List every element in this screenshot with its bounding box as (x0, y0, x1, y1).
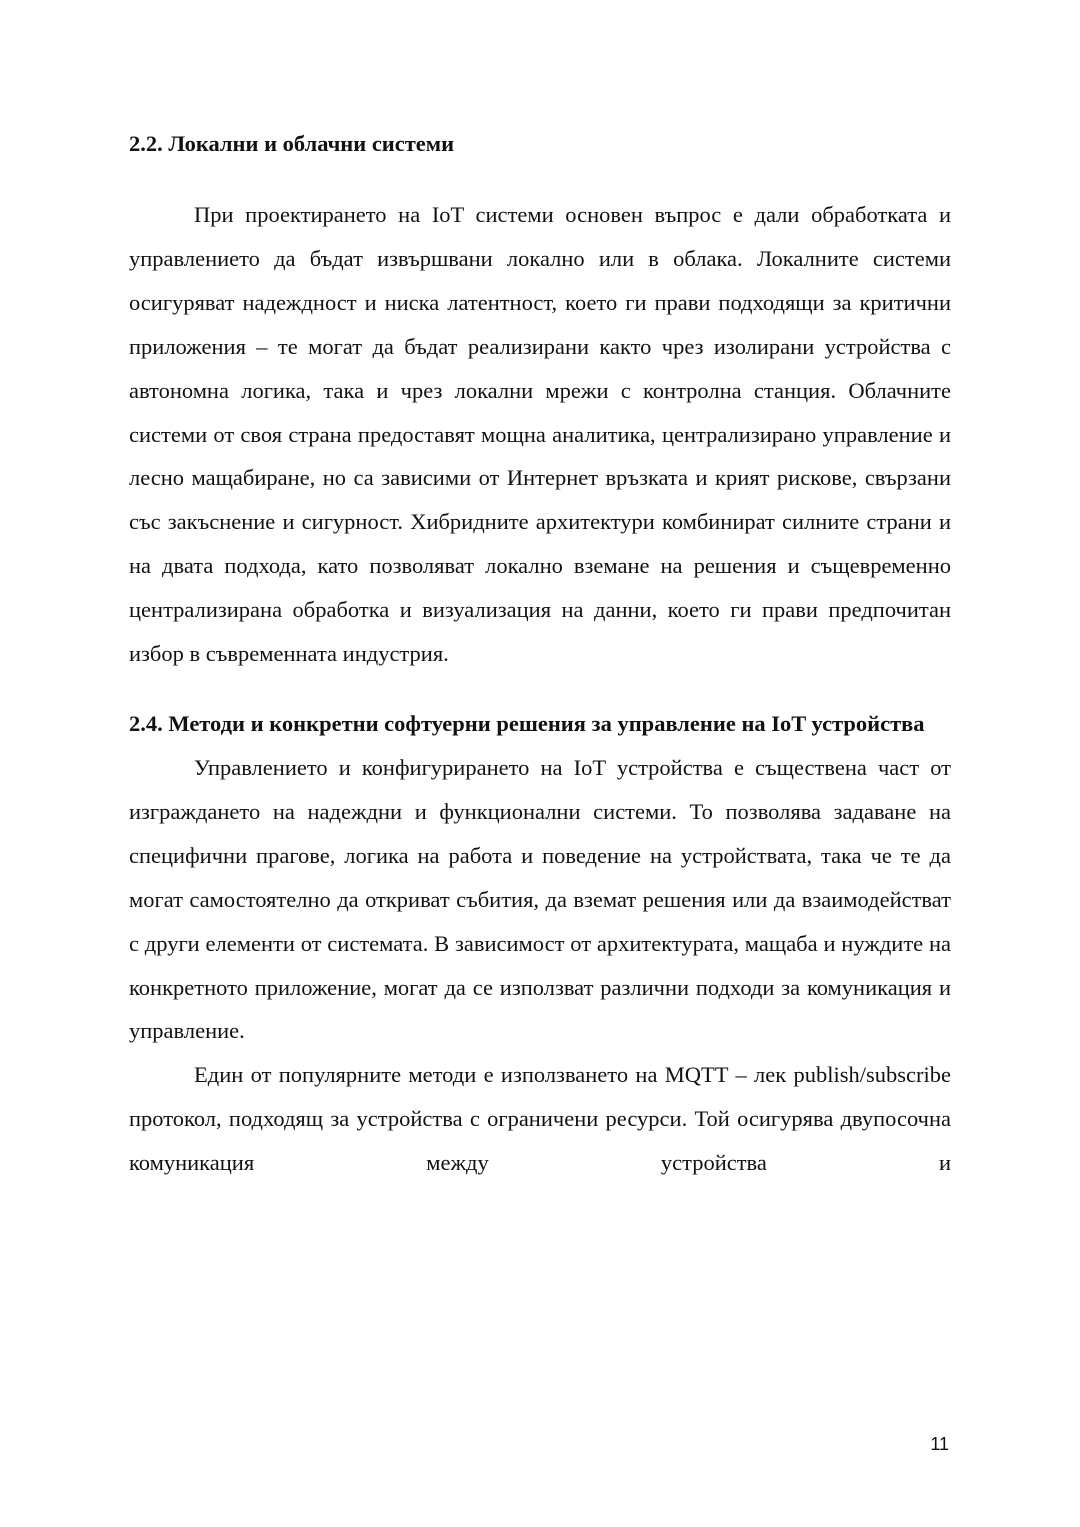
page-number: 11 (930, 1434, 949, 1454)
section-paragraph: Управлението и конфигурирането на IoT устройства е съществена част от изграждането на надеждни и функционални системи. То позволява задаване на специфични прагове, логика на работа и поведение на устройствата, така че те да могат самостоятелно да откриват събития, да вземат решения или да взаимодействат с други елементи от системата. В зависимост от архитектурата, мащаба и нуждите на конкретното приложение, могат да се използват различни подходи за комуникация и управление. (129, 754, 951, 1044)
page-content (129, 122, 951, 1185)
section-heading-local-cloud: 2.2. Локални и облачни системи (129, 131, 455, 156)
section-paragraph: При проектирането на IoT системи основен въпрос е дали обработката и управлението да бъдат извършвани локално или в облака. Локалните системи осигуряват надеждност и ниска латентност, което ги прави подходящи за критични приложения – те могат да бъдат реализирани както чрез изолирани устройства с автономна логика, така и чрез локални мрежи с контролна станция. Облачните системи от своя страна предоставят мощна аналитика, централизирано управление и лесно мащабиране, но са зависими от Интернет връзката и крият рискове, свързани със закъснение и сигурност. Хибридните архитектури комбинират силните страни и на двата подхода, като позволяват локално вземане на решения и същевременно централизирана обработка и визуализация на данни, което ги прави предпочитан избор в съвременната индустрия. (129, 202, 951, 667)
section-heading-methods: 2.4. Методи и конкретни софтуерни решения за управление на IoT устройства (129, 710, 925, 736)
section-paragraph: Един от популярните методи е използването на MQTT – лек publish/subscribe протокол, подходящ за устройства с ограничени ресурси. Той осигурява двупосочна комуникация между устройства и (129, 1062, 951, 1176)
